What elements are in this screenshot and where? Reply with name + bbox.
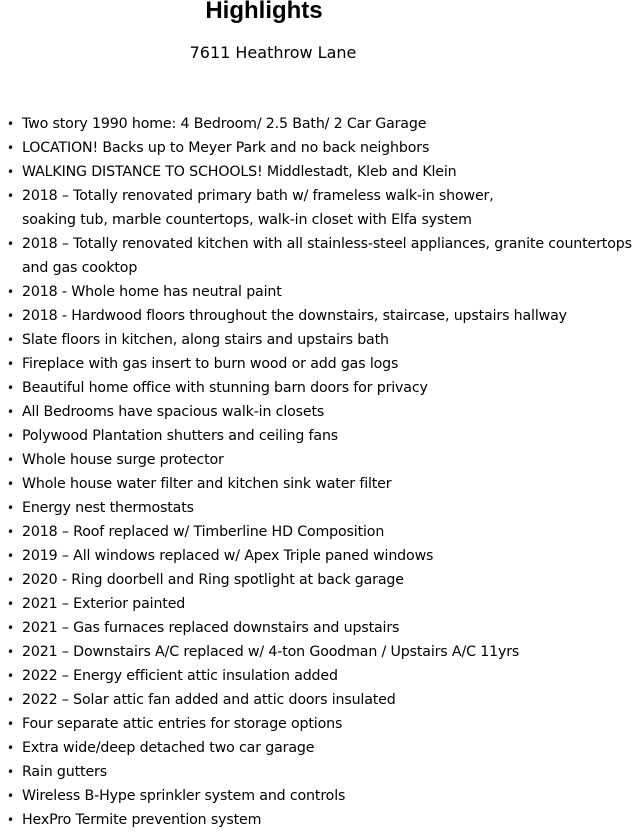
list-item-line: LOCATION! Backs up to Meyer Park and no back neighbors <box>22 140 430 156</box>
list-item-line: Beautiful home office with stunning barn doors for privacy <box>22 380 428 396</box>
bullet-icon: • <box>7 189 14 203</box>
list-item-text <box>22 160 640 184</box>
list-item <box>0 496 640 520</box>
list-item <box>0 616 640 640</box>
bullet-icon: • <box>7 645 14 659</box>
list-item-text <box>22 520 640 544</box>
list-item-line: 2022 – Energy efficient attic insulation added <box>22 668 338 684</box>
list-item-line: Whole house surge protector <box>22 452 224 468</box>
list-item-line: 2018 – Totally renovated kitchen with all stainless-steel appliances, granite countertops <box>22 236 632 252</box>
bullet-icon: • <box>7 501 14 515</box>
list-item-text <box>22 640 640 664</box>
list-item-text <box>22 280 640 304</box>
list-item-line: Slate floors in kitchen, along stairs and upstairs bath <box>22 332 389 348</box>
bullet-icon: • <box>7 669 14 683</box>
list-item <box>0 304 640 328</box>
list-item-text <box>22 568 640 592</box>
list-item-line: 2022 – Solar attic fan added and attic doors insulated <box>22 692 396 708</box>
bullet-icon: • <box>7 621 14 635</box>
list-item-text <box>22 664 640 688</box>
bullet-icon: • <box>7 165 14 179</box>
bullet-icon: • <box>7 789 14 803</box>
list-item-line: soaking tub, marble countertops, walk-in closet with Elfa system <box>22 212 472 228</box>
bullet-icon: • <box>7 477 14 491</box>
list-item-line: 2018 - Hardwood floors throughout the downstairs, staircase, upstairs hallway <box>22 308 567 324</box>
list-item-line: 2021 – Gas furnaces replaced downstairs and upstairs <box>22 620 400 636</box>
list-item-line: Wireless B-Hype sprinkler system and controls <box>22 788 346 804</box>
bullet-icon: • <box>7 525 14 539</box>
list-item-text <box>22 712 640 736</box>
list-item-text <box>22 112 640 136</box>
bullet-icon: • <box>7 573 14 587</box>
list-item <box>0 376 640 400</box>
list-item <box>0 184 640 232</box>
list-item-text <box>22 448 640 472</box>
list-item-text <box>22 688 640 712</box>
bullet-icon: • <box>7 549 14 563</box>
list-item <box>0 544 640 568</box>
list-item-line: HexPro Termite prevention system <box>22 812 262 828</box>
list-item-text <box>22 736 640 760</box>
list-item <box>0 160 640 184</box>
list-item <box>0 688 640 712</box>
bullet-icon: • <box>7 741 14 755</box>
bullet-icon: • <box>7 765 14 779</box>
bullet-icon: • <box>7 309 14 323</box>
bullet-icon: • <box>7 381 14 395</box>
list-item <box>0 328 640 352</box>
list-item-text <box>22 616 640 640</box>
list-item-line: Two story 1990 home: 4 Bedroom/ 2.5 Bath/ 2 Car Garage <box>22 116 427 132</box>
highlights-list <box>0 112 640 832</box>
list-item <box>0 712 640 736</box>
bullet-icon: • <box>7 405 14 419</box>
bullet-icon: • <box>7 237 14 251</box>
list-item <box>0 280 640 304</box>
bullet-icon: • <box>7 357 14 371</box>
list-item-text <box>22 376 640 400</box>
bullet-icon: • <box>7 285 14 299</box>
list-item-text <box>22 496 640 520</box>
list-item <box>0 760 640 784</box>
list-item <box>0 448 640 472</box>
list-item <box>0 472 640 496</box>
list-item-line: Fireplace with gas insert to burn wood or add gas logs <box>22 356 399 372</box>
bullet-icon: • <box>7 693 14 707</box>
list-item-text <box>22 232 640 280</box>
list-item-text <box>22 352 640 376</box>
list-item <box>0 520 640 544</box>
list-item <box>0 112 640 136</box>
list-item <box>0 352 640 376</box>
list-item-line: 2021 – Downstairs A/C replaced w/ 4-ton Goodman / Upstairs A/C 11yrs <box>22 644 520 660</box>
list-item-line: 2019 – All windows replaced w/ Apex Triple paned windows <box>22 548 434 564</box>
list-item-text <box>22 808 640 832</box>
list-item-text <box>22 472 640 496</box>
bullet-icon: • <box>7 717 14 731</box>
list-item-line: Polywood Plantation shutters and ceiling fans <box>22 428 339 444</box>
bullet-icon: • <box>7 117 14 131</box>
list-item <box>0 664 640 688</box>
list-item <box>0 784 640 808</box>
bullet-icon: • <box>7 453 14 467</box>
list-item-text <box>22 328 640 352</box>
list-item <box>0 592 640 616</box>
bullet-icon: • <box>7 333 14 347</box>
list-item-text <box>22 784 640 808</box>
property-address: 7611 Heathrow Lane <box>189 43 357 62</box>
list-item-line: 2020 - Ring doorbell and Ring spotlight at back garage <box>22 572 404 588</box>
list-item-line: 2018 - Whole home has neutral paint <box>22 284 282 300</box>
list-item-text <box>22 304 640 328</box>
list-item-line: 2021 – Exterior painted <box>22 596 186 612</box>
list-item-line: 2018 – Roof replaced w/ Timberline HD Composition <box>22 524 385 540</box>
list-item-text <box>22 400 640 424</box>
list-item-line: Extra wide/deep detached two car garage <box>22 740 315 756</box>
list-item-text <box>22 760 640 784</box>
list-item <box>0 424 640 448</box>
list-item-line: WALKING DISTANCE TO SCHOOLS! Middlestadt, Kleb and Klein <box>22 164 457 180</box>
document-title: Highlights <box>205 0 323 24</box>
list-item-text <box>22 424 640 448</box>
list-item <box>0 232 640 280</box>
list-item-text <box>22 184 640 232</box>
bullet-icon: • <box>7 597 14 611</box>
list-item-line: Whole house water filter and kitchen sink water filter <box>22 476 392 492</box>
bullet-icon: • <box>7 813 14 827</box>
list-item-line: Energy nest thermostats <box>22 500 194 516</box>
list-item-line: Rain gutters <box>22 764 107 780</box>
list-item-text <box>22 592 640 616</box>
bullet-icon: • <box>7 429 14 443</box>
list-item <box>0 400 640 424</box>
bullet-icon: • <box>7 141 14 155</box>
list-item <box>0 808 640 832</box>
list-item-text <box>22 544 640 568</box>
list-item-line: All Bedrooms have spacious walk-in closets <box>22 404 325 420</box>
list-item <box>0 640 640 664</box>
list-item-text <box>22 136 640 160</box>
list-item-line: 2018 – Totally renovated primary bath w/ frameless walk-in shower, <box>22 188 494 204</box>
list-item <box>0 568 640 592</box>
list-item <box>0 136 640 160</box>
list-item-line: Four separate attic entries for storage options <box>22 716 343 732</box>
list-item <box>0 736 640 760</box>
list-item-line: and gas cooktop <box>22 260 138 276</box>
